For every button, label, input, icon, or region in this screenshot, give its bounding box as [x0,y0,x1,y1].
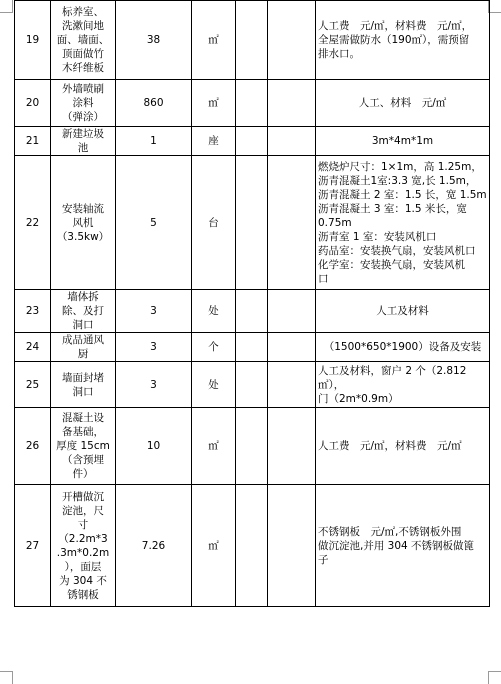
unit-price-cell [236,290,268,333]
item-number-cell: 20 [15,80,51,127]
item-name-cell [51,362,116,408]
table-row [15,156,490,290]
item-name-cell-line: .3m*0.2m [56,546,110,559]
quantity-cell: 860 [116,80,192,127]
item-name-cell-line: 件） [72,468,94,480]
remark-cell-line: 做沉淀池,并用 304 不锈钢板做篦 [318,539,475,552]
item-name-cell [51,127,116,156]
total-price-cell [268,362,316,408]
remark-cell-line: 人工及材料，窗户 2 个（2.812 [318,364,467,377]
remark-cell-line: 全屋需做防水（190㎡），需预留 [318,34,470,46]
total-price-cell [268,290,316,333]
item-name-cell [51,333,116,362]
item-name-cell-line: 洗漱间地 [62,20,104,32]
remark-cell-line: 沥青室 1 室：安装风机口 [318,230,437,243]
item-name-cell-line: 墙体拆 [67,291,99,303]
quantity-cell: 10 [116,408,192,485]
remark-cell-line: 燃烧炉尺寸：1×1m，高 1.25m， [318,160,482,173]
item-name-cell-line: （含预埋 [62,454,104,466]
unit-price-cell [236,1,268,80]
remark-cell-line: 人工费 元/㎡，材料费 元/㎡， [318,20,473,32]
quantity-cell: 3 [116,362,192,408]
unit-cell: 台 [192,156,236,290]
item-number-cell: 24 [15,333,51,362]
unit-cell: ㎡ [192,408,236,485]
table-row [15,127,490,156]
item-name-cell-line: 面、墙面、 [56,34,110,46]
unit-cell: ㎡ [192,1,236,80]
quantity-cell: 5 [116,156,192,290]
remark-cell [316,127,490,156]
item-name-cell [51,80,116,127]
unit-cell: ㎡ [192,80,236,127]
quantity-cell: 3 [116,333,192,362]
remark-cell [316,485,490,607]
item-name-cell-line: 洞口 [72,385,94,398]
total-price-cell [268,408,316,485]
item-name-cell [51,156,116,290]
item-name-cell-line: 除、及打 [62,305,104,317]
table-row [15,1,490,80]
item-name-cell-line: 外墙喷刷 [62,83,104,95]
total-price-cell [268,127,316,156]
remark-cell [316,156,490,290]
item-name-cell-line: （2.2m*3 [58,532,108,545]
total-price-cell [268,485,316,607]
remark-cell-line: 药品室：安装换气扇，安装风机口 [318,244,476,257]
item-name-cell [51,408,116,485]
remark-cell-line: 沥青混凝土 3 室：1.5 米长，宽 [318,202,467,215]
quantity-cell: 3 [116,290,192,333]
remark-cell-line: 人工费 元/㎡，材料费 元/㎡ [318,440,462,452]
remark-cell [316,362,490,408]
unit-price-cell [236,127,268,156]
remark-cell-line: 不锈钢板 元/㎡,不锈钢板外围 [318,525,462,538]
quantity-table [14,0,490,607]
item-name-cell-line: 厨 [77,348,89,360]
remark-cell [316,1,490,80]
remark-cell-line: 人工及材料 [376,305,429,317]
remark-cell-line: 0.75m [318,216,352,229]
remark-cell-line: 化学室：安装换气扇，安装风机 [318,258,465,271]
unit-price-cell [236,156,268,290]
item-name-cell-line: 池 [77,142,89,154]
total-price-cell [268,1,316,80]
item-name-cell-line: 厚度 15cm [56,440,110,452]
table-row [15,80,490,127]
item-number-cell: 19 [15,1,51,80]
remark-cell-line: 人工、材料 元/㎡ [358,97,447,109]
unit-cell: ㎡ [192,485,236,607]
item-number-cell: 26 [15,408,51,485]
item-name-cell-line: （弹涂） [62,111,104,123]
unit-cell: 处 [192,290,236,333]
remark-cell-line: 门（2m*0.9m） [318,392,399,405]
item-number-cell: 23 [15,290,51,333]
quantity-cell: 1 [116,127,192,156]
quantity-cell: 7.26 [116,485,192,607]
remark-cell [316,333,490,362]
item-name-cell-line: 成品通风 [62,334,104,346]
total-price-cell [268,156,316,290]
remark-cell [316,290,490,333]
table-row [15,333,490,362]
item-number-cell: 25 [15,362,51,408]
remark-cell-line: 沥青混凝土 2 室：1.5 长，宽 1.5m [318,188,487,201]
page-corner-mark [0,0,13,13]
remark-cell-line: ㎡）， [318,378,345,391]
item-name-cell-line: 寸 [77,518,89,531]
unit-price-cell [236,485,268,607]
total-price-cell [268,80,316,127]
item-number-cell: 22 [15,156,51,290]
table-row [15,290,490,333]
item-name-cell-line: 备基础， [62,426,104,438]
item-name-cell-line: 开槽做沉 [62,490,104,503]
item-name-cell-line: 顶面做竹 [62,48,104,60]
item-name-cell-line: 木纤维板 [62,62,104,74]
remark-cell-line: 口 [318,272,329,285]
item-name-cell-line: （3.5kw） [56,230,110,243]
remark-cell-line: 子 [318,553,329,566]
unit-price-cell [236,333,268,362]
unit-cell: 处 [192,362,236,408]
remark-cell-line: （1500*650*1900）设备及安装 [323,341,482,353]
unit-price-cell [236,408,268,485]
item-name-cell [51,485,116,607]
page-corner-mark [488,671,501,684]
item-name-cell-line: 墙面封堵 [62,371,104,384]
unit-cell: 座 [192,127,236,156]
item-name-cell-line: 混凝土设 [62,412,104,424]
item-number-cell: 27 [15,485,51,607]
item-name-cell-line: 淀池，尺 [62,504,104,517]
item-name-cell-line: 锈钢板 [67,588,99,601]
item-name-cell-line: 为 304 不 [59,574,107,587]
remark-cell-line: 3m*4m*1m [371,135,434,147]
remark-cell [316,80,490,127]
total-price-cell [268,333,316,362]
remark-cell [316,408,490,485]
unit-price-cell [236,80,268,127]
item-name-cell-line: 标养室、 [62,6,104,18]
item-name-cell-line: 涂料 [72,97,94,109]
item-name-cell-line: 洞口 [72,319,94,331]
item-name-cell [51,290,116,333]
remark-cell-line: 沥青混凝土1室:3.3 宽,长 1.5m， [318,174,477,187]
item-name-cell-line: 安装轴流 [62,202,104,215]
table-row [15,408,490,485]
item-name-cell-line: ），面层 [64,560,102,573]
table-row [15,362,490,408]
unit-cell: 个 [192,333,236,362]
quantity-cell: 38 [116,1,192,80]
item-number-cell: 21 [15,127,51,156]
unit-price-cell [236,362,268,408]
item-name-cell-line: 风机 [72,216,94,229]
table-row [15,485,490,607]
item-name-cell [51,1,116,80]
remark-cell-line: 排水口。 [318,48,360,60]
item-name-cell-line: 新建垃圾 [62,128,104,140]
page-corner-mark [0,671,13,684]
